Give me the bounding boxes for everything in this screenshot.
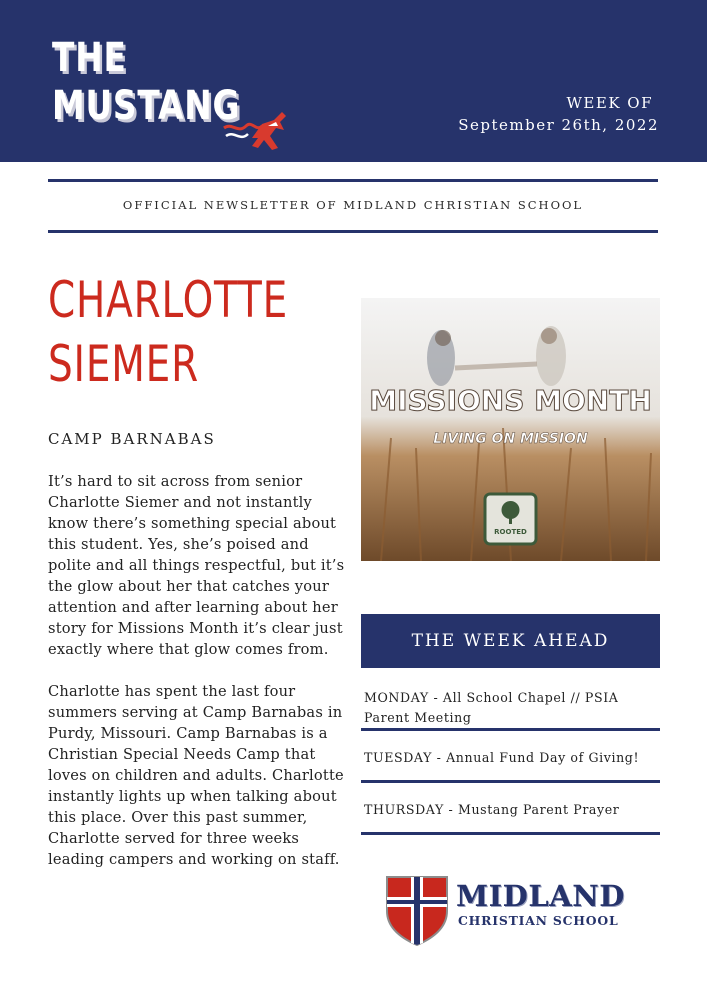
school-name-sub: CHRISTIAN SCHOOL bbox=[458, 913, 619, 928]
photo-subheadline: LIVING ON MISSION bbox=[433, 431, 588, 447]
week-of-date: September 26th, 2022 bbox=[458, 116, 659, 134]
mustang-mascot-icon bbox=[222, 108, 290, 156]
school-name: MIDLAND bbox=[456, 879, 625, 913]
masthead-line-2: MUSTANG bbox=[52, 83, 241, 129]
week-ahead-list bbox=[361, 680, 660, 835]
event-monday: MONDAY - All School Chapel // PSIA Parent Meeting bbox=[364, 690, 619, 725]
article-paragraph: Charlotte has spent the last four summers serving at Camp Barnabas in Purdy, Missouri. Camp Barnabas is a Christian Special Needs Camp that loves on children and adults. Charlotte instantly lights up when talking about this place. Over this past summer, Charlotte served for three weeks leading campers and working on staff. bbox=[48, 683, 344, 868]
newsletter-tagline: OFFICIAL NEWSLETTER OF MIDLAND CHRISTIAN SCHOOL bbox=[122, 198, 584, 212]
divider bbox=[48, 179, 658, 182]
missions-month-image bbox=[361, 298, 660, 561]
school-shield-logo-icon bbox=[385, 875, 449, 947]
week-of-block bbox=[458, 92, 659, 136]
week-ahead-heading: THE WEEK AHEAD bbox=[361, 614, 660, 668]
feature-title-line-1: CHARLOTTE bbox=[48, 271, 288, 329]
event-thursday: THURSDAY - Mustang Parent Prayer bbox=[364, 802, 620, 817]
feature-article bbox=[48, 471, 348, 891]
masthead-title bbox=[52, 34, 240, 130]
feature-title bbox=[48, 268, 288, 396]
header-banner bbox=[0, 0, 707, 162]
feature-subtitle: CAMP BARNABAS bbox=[48, 430, 216, 448]
divider bbox=[48, 230, 658, 233]
photo-badge-text: ROOTED bbox=[494, 528, 527, 536]
week-of-label: WEEK OF bbox=[566, 94, 653, 112]
feature-title-line-2: SIEMER bbox=[48, 335, 199, 393]
divider bbox=[361, 832, 660, 835]
photo-headline: MISSIONS MONTH bbox=[369, 384, 652, 417]
masthead-line-1: THE bbox=[52, 35, 127, 81]
event-tuesday: TUESDAY - Annual Fund Day of Giving! bbox=[364, 750, 640, 765]
article-paragraph: It’s hard to sit across from senior Charlotte Siemer and not instantly know there’s something special about this student. Yes, she’s poised and polite and all things respectful, but it’s the glow about her that catches your attention and after learning about her story for Missions Month it’s clear just exactly where that glow comes from. bbox=[48, 473, 345, 658]
